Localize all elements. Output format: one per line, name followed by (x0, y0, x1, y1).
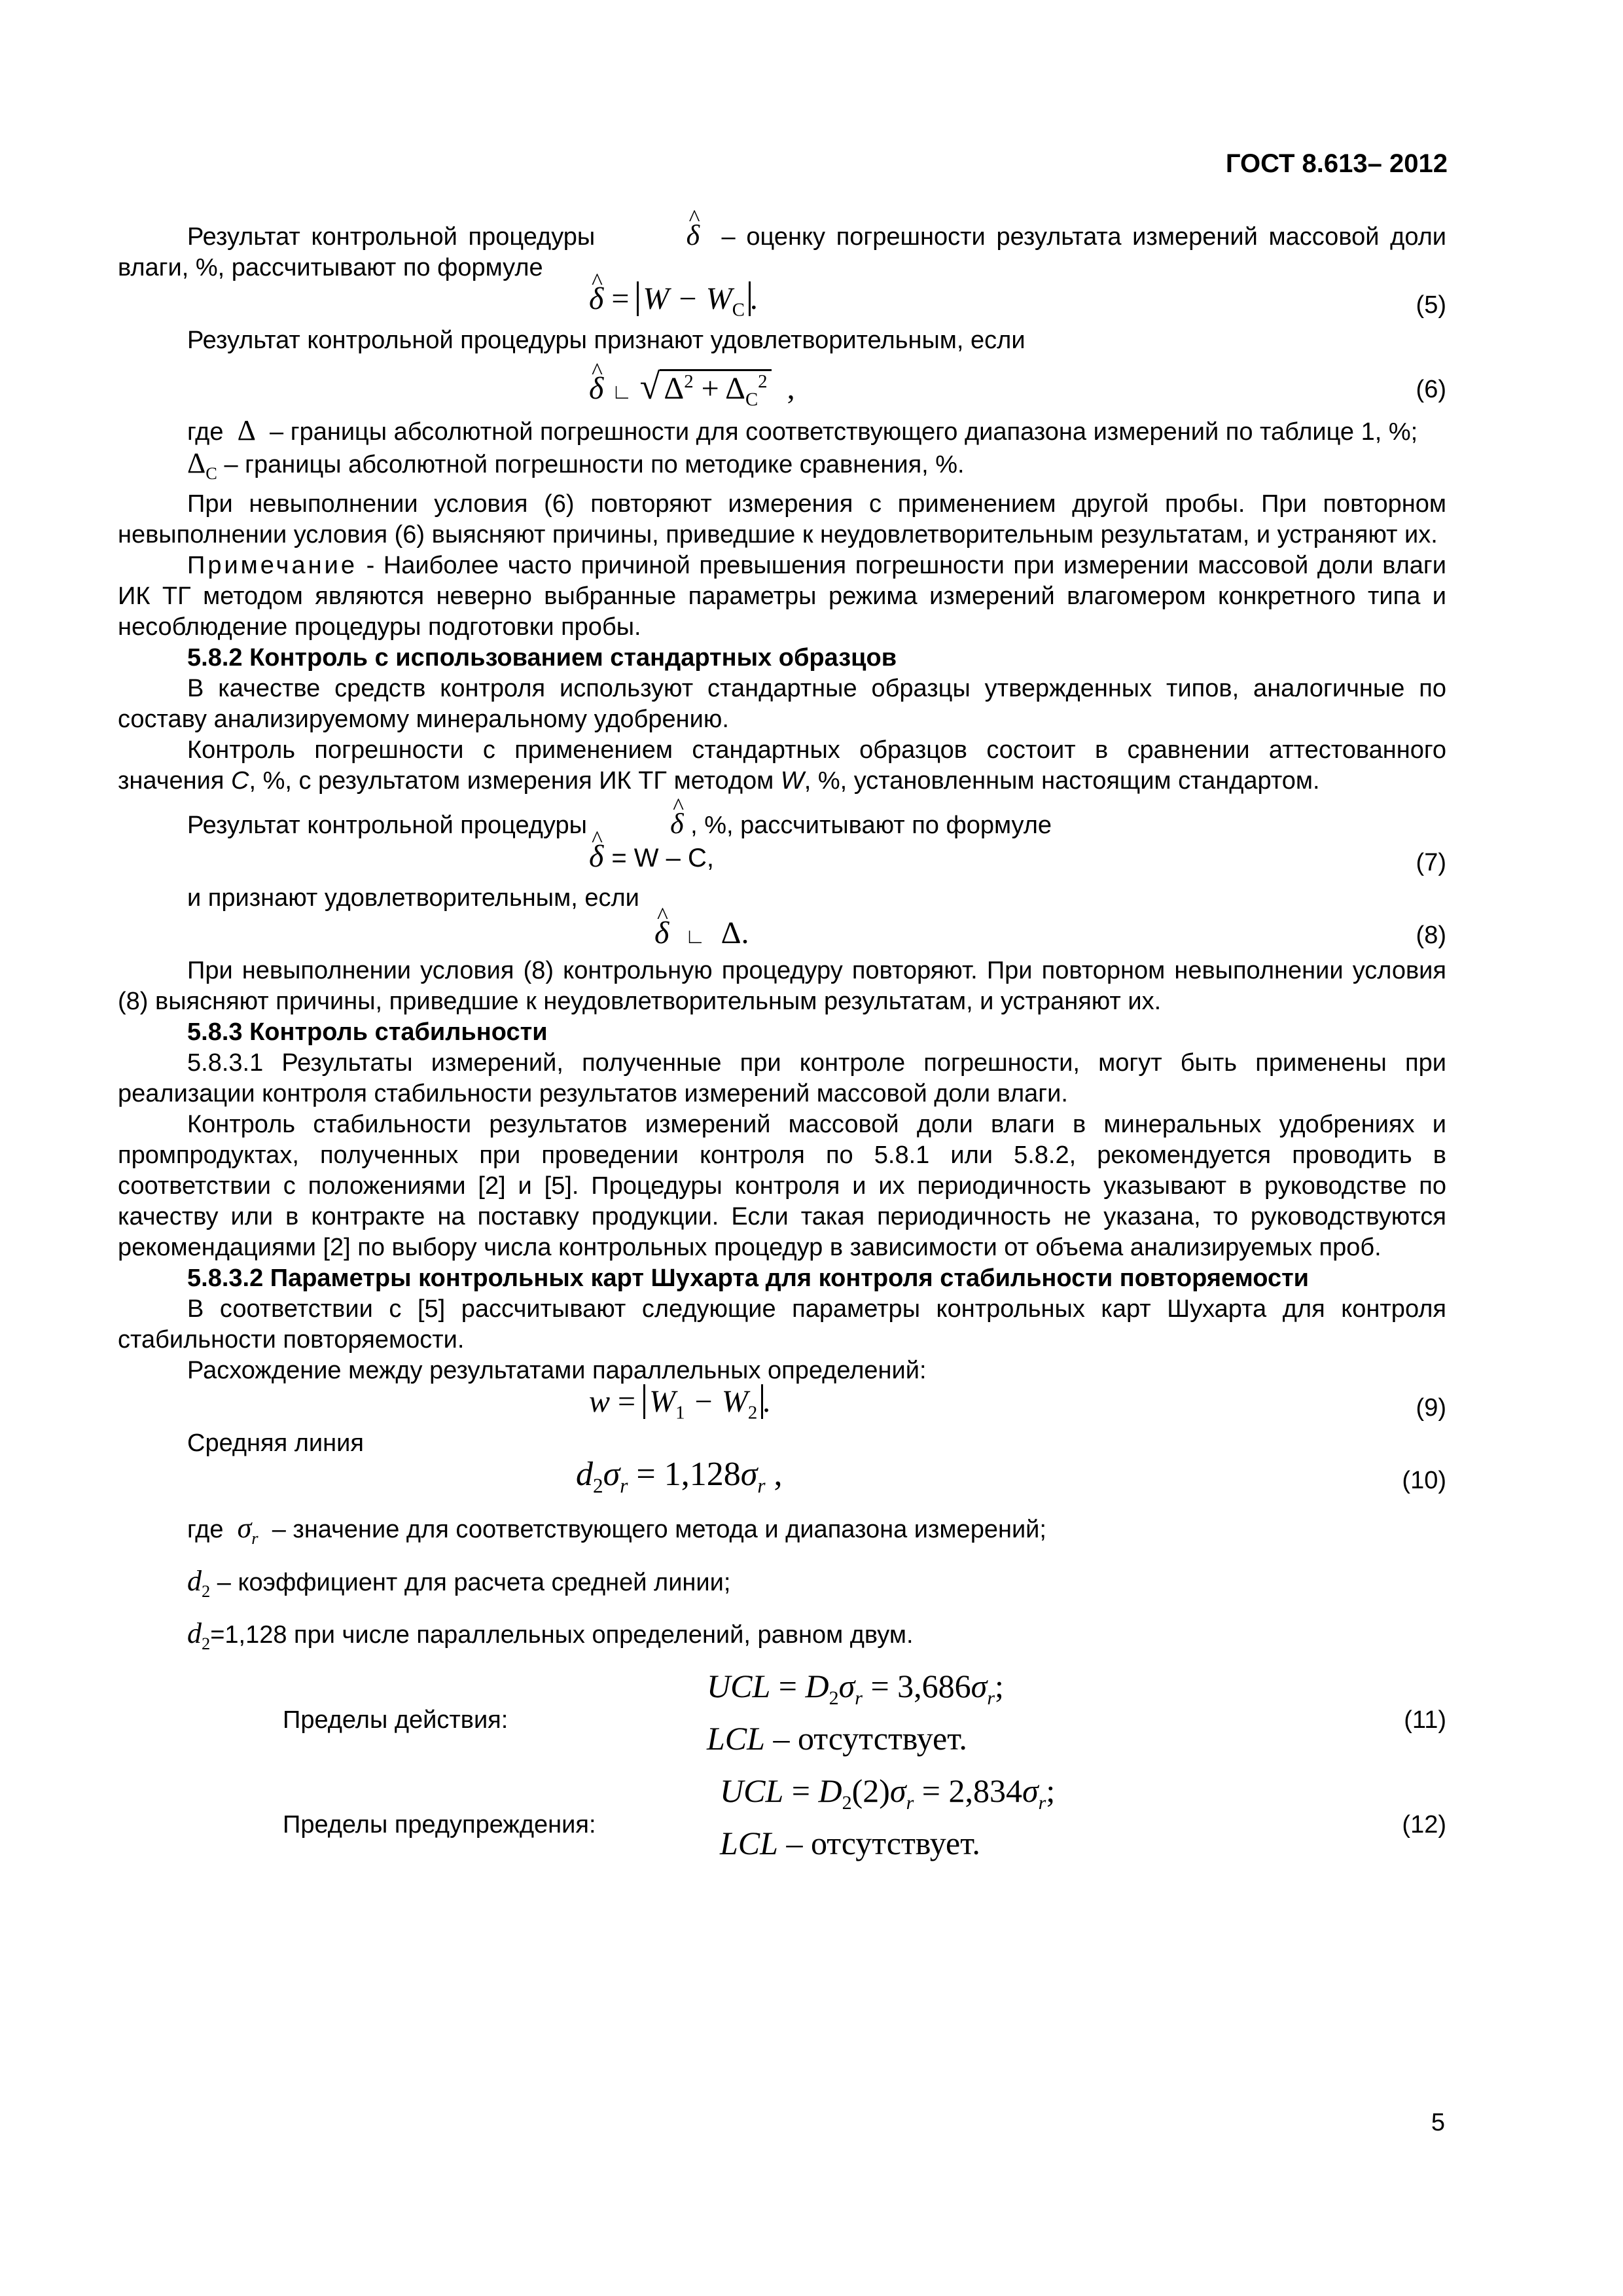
equation-10: $d_2\sigma_r = 1,128\sigma_r$ , (10) (576, 1455, 1446, 1498)
page-content (118, 220, 1446, 1880)
delta-hat-symbol: ^ δ (617, 219, 700, 251)
equation-9: $w = W_1 - W_2$ . (9) (589, 1384, 1446, 1424)
paragraph: Средняя линия (187, 1429, 364, 1457)
paragraph: При невыполнении условия (6) повторяют измерения с применением другой пробы. При повторном невыполнении условия (6) выясняют причины, приведшие к неудовлетворительным результатам, и устраняют их. (118, 490, 1446, 548)
paragraph: $d_2=1,128$ при числе параллельных определений, равном двум. (187, 1617, 914, 1654)
paragraph: Результат контрольной процедуры признают удовлетворительным, если (187, 327, 1026, 354)
paragraph: $\Delta_C$ – границы абсолютной погрешности по методике сравнения, %. (187, 447, 965, 483)
section-heading: 5.8.2 Контроль с использованием стандартных образцов (187, 643, 897, 672)
section-heading: 5.8.3.2 Параметры контрольных карт Шухарта для контроля стабильности повторяемости (187, 1264, 1310, 1292)
equation-5: ^ $\delta = W - W_C$ . (5) (118, 283, 1446, 325)
note: Примечание - Наиболее часто причиной превышения погрешности при измерении массовой доли влаги ИК ТГ методом являются неверно выбранные параметры режима измерений влагомером конкретного типа и несоблюдение процедуры подготовки пробы. (118, 551, 1446, 641)
equation-11: Пределы действия: UCL = $D_2\sigma_r = 3,686\sigma_r$; LCL – отсутствует. (11) (283, 1668, 1446, 1757)
paragraph: При невыполнении условия (8) контрольную процедуру повторяют. При повторном невыполнении условия (8) выясняют причины, приведшие к неудовлетворительным результатам, и устраняют их. (118, 956, 1446, 1015)
document-header: ГОСТ 8.613– 2012 (1225, 149, 1448, 178)
page-number: 5 (1431, 2109, 1445, 2136)
section-heading: 5.8.3 Контроль стабильности (187, 1018, 548, 1046)
paragraph: 5.8.3.1 Результаты измерений, полученные при контроле погрешности, могут быть применены при реализации контроля стабильности результатов измерений массовой доли влаги. (118, 1049, 1446, 1107)
paragraph: где Δ – границы абсолютной погрешности для соответствующего диапазона измерений по таблице 1, %; (187, 414, 1418, 446)
equation-12: Пределы предупреждения: UCL = $D_2(2)\sigma_r = 2,834\sigma_r$; LCL – отсутствует. (12) (283, 1772, 1446, 1862)
paragraph: Результат контрольной процедуры ^ δ – оценку погрешности результата измерений массовой доли влаги, %, рассчитывают по формуле (118, 220, 1446, 283)
paragraph: где $\sigma_r$ – значение для соответствующего метода и диапазона измерений; (187, 1511, 1046, 1548)
paragraph: В соответствии с [5] рассчитывают следующие параметры контрольных карт Шухарта для контроля стабильности повторяемости. (118, 1295, 1446, 1354)
paragraph: Контроль погрешности с применением стандартных образцов состоит в сравнении аттестованного значения C, %, с результатом измерения ИК ТГ методом W, %, установленным настоящим стандартом. (118, 736, 1446, 795)
paragraph: В качестве средств контроля используют стандартные образцы утвержденных типов, аналогичные по составу анализируемому минеральному удобрению. (118, 674, 1446, 733)
paragraph: $d_2$ – коэффициент для расчета средней линии; (187, 1564, 731, 1601)
paragraph: Контроль стабильности результатов измерений массовой доли влаги в минеральных удобрениях и промпродуктах, полученных при проведении контроля по 5.8.1 или 5.8.2, рекомендуется проводить в соответствии с положениями [2] и [5]. Процедуры контроля и их периодичность указывают в руководстве по качеству или в контракте на поставку продукции. Если такая периодичность не указана, то руководствуются рекомендациями [2] по выбору числа контрольных процедур в зависимости от объема анализируемых проб. (118, 1110, 1446, 1261)
paragraph: Расхождение между результатами параллельных определений: (187, 1356, 927, 1384)
equation-6: ^ δ ∟ √ $\Delta^2 + \Delta_C^2$ , (6) (118, 356, 1446, 415)
paragraph: и признают удовлетворительным, если (187, 884, 639, 912)
equation-8: ^ δ ∟ Δ. (8) (118, 914, 1446, 956)
paragraph: Результат контрольной процедуры ^ δ , %, рассчитывают по формуле (118, 808, 1446, 841)
equation-7: ^ δ = W – C, (7) (118, 841, 1446, 883)
